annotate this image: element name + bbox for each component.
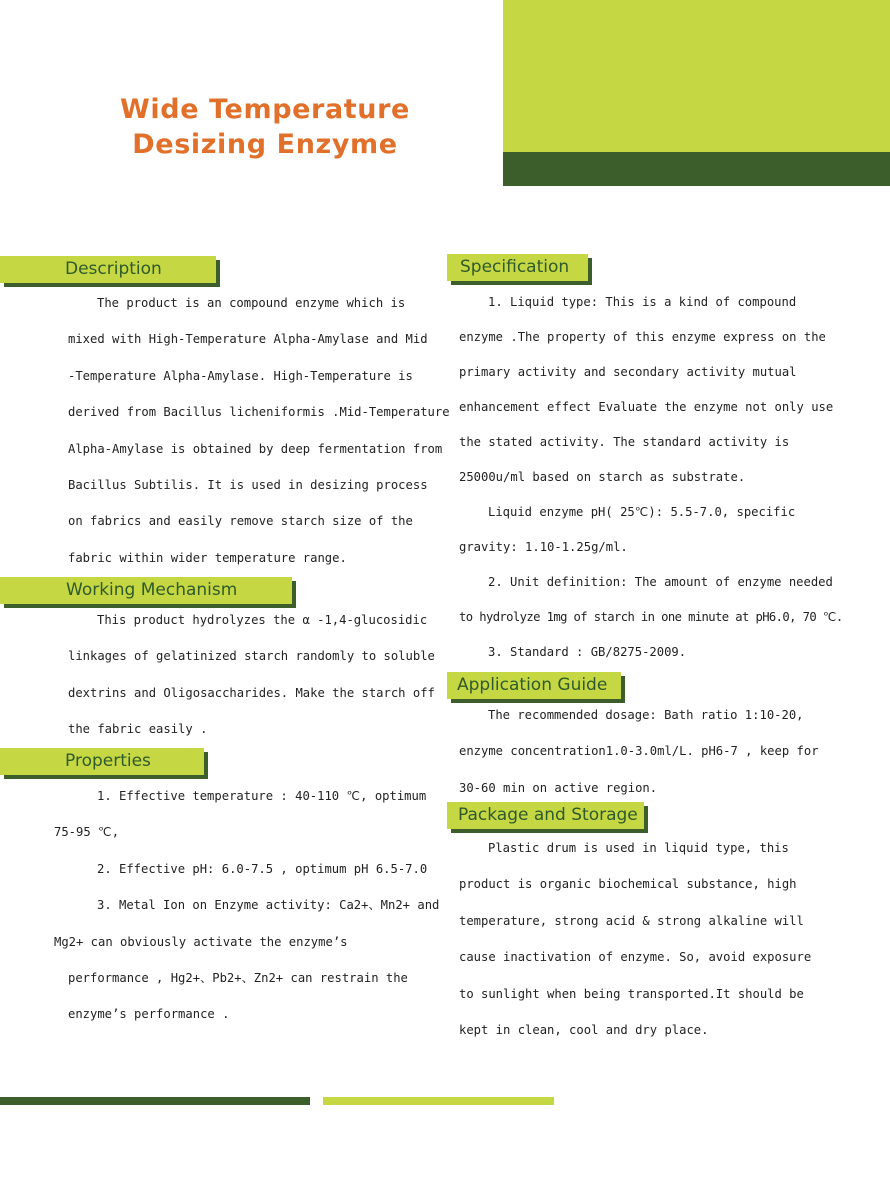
application-line: The recommended dosage: Bath ratio 1:10-20, xyxy=(488,708,804,722)
specification-line: 25000u/ml based on starch as substrate. xyxy=(459,470,746,484)
properties-heading: Properties xyxy=(0,748,204,775)
description-text xyxy=(68,285,450,576)
description-line: -Temperature Alpha-Amylase. High-Temperature is xyxy=(68,368,413,383)
header-dark-band xyxy=(503,152,890,186)
specification-line: 2. Unit definition: The amount of enzyme needed xyxy=(488,575,833,589)
specification-line: enhancement effect Evaluate the enzyme not only use xyxy=(459,400,834,414)
footer-dark-bar xyxy=(0,1097,310,1105)
properties-line: 3. Metal Ion on Enzyme activity: Ca2+、Mn2+ and xyxy=(97,898,440,913)
description-line: derived from Bacillus licheniformis .Mid-Temperature xyxy=(68,405,450,420)
title-line-1: Wide Temperature xyxy=(120,94,410,125)
specification-line: gravity: 1.10-1.25g/ml. xyxy=(459,540,628,554)
specification-line: 1. Liquid type: This is a kind of compound xyxy=(488,295,797,309)
specification-line: the stated activity. The standard activity is xyxy=(459,435,790,449)
package-line: cause inactivation of enzyme. So, avoid exposure xyxy=(459,950,812,965)
footer-green-bar xyxy=(323,1097,554,1105)
application-guide-text xyxy=(459,697,819,806)
description-line: fabric within wider temperature range. xyxy=(68,550,347,565)
package-line: to sunlight when being transported.It should be xyxy=(459,986,804,1001)
package-line: kept in clean, cool and dry place. xyxy=(459,1022,709,1037)
properties-line: 2. Effective pH: 6.0-7.5 , optimum pH 6.5-7.0 xyxy=(97,861,428,876)
package-line: Plastic drum is used in liquid type, this xyxy=(488,841,789,855)
specification-line: 3. Standard : GB/8275-2009. xyxy=(488,645,687,659)
package-line: product is organic biochemical substance, high xyxy=(459,877,797,892)
properties-line: performance , Hg2+、Pb2+、Zn2+ can restrain the xyxy=(68,970,408,985)
properties-line: 75-95 ℃, xyxy=(54,825,120,840)
working-mechanism-heading: Working Mechanism xyxy=(0,577,292,604)
properties-line: enzyme’s performance . xyxy=(68,1007,230,1022)
properties-line: 1. Effective temperature : 40-110 ℃, optimum xyxy=(97,789,427,803)
specification-line: Liquid enzyme pH( 25℃): 5.5-7.0, specific xyxy=(488,505,796,519)
header-green-block xyxy=(503,0,890,152)
description-line: on fabrics and easily remove starch size of the xyxy=(68,514,413,529)
package-storage-text xyxy=(459,830,811,1048)
description-heading: Description xyxy=(0,256,216,283)
description-line: The product is an compound enzyme which is xyxy=(97,296,406,310)
specification-heading: Specification xyxy=(447,254,588,281)
application-line: enzyme concentration1.0-3.0ml/L. pH6-7 , keep for xyxy=(459,744,819,759)
specification-text xyxy=(459,285,843,670)
mechanism-line: linkages of gelatinized starch randomly to soluble xyxy=(68,649,435,664)
mechanism-line: the fabric easily . xyxy=(68,722,208,737)
specification-line: to hydrolyze 1mg of starch in one minute at pH6.0, 70 ℃. xyxy=(459,610,843,624)
description-line: Alpha-Amylase is obtained by deep fermentation from xyxy=(68,441,443,456)
description-line: Bacillus Subtilis. It is used in desizing process xyxy=(68,477,428,492)
specification-line: enzyme .The property of this enzyme express on the xyxy=(459,330,826,344)
mechanism-line: dextrins and Oligosaccharides. Make the starch off xyxy=(68,685,435,700)
application-line: 30-60 min on active region. xyxy=(459,780,658,795)
title-line-2: Desizing Enzyme xyxy=(132,129,398,160)
description-line: mixed with High-Temperature Alpha-Amylase and Mid xyxy=(68,332,428,347)
mechanism-line: This product hydrolyzes the α -1,4-glucosidic xyxy=(97,613,428,627)
application-guide-heading: Application Guide xyxy=(447,672,621,699)
page-title xyxy=(100,92,430,162)
properties-text xyxy=(54,778,439,1033)
working-mechanism-text xyxy=(68,602,435,748)
package-storage-heading: Package and Storage xyxy=(447,802,644,829)
specification-line: primary activity and secondary activity mutual xyxy=(459,365,797,379)
package-line: temperature, strong acid & strong alkaline will xyxy=(459,913,804,928)
properties-line: Mg2+ can obviously activate the enzyme’s xyxy=(54,934,348,949)
